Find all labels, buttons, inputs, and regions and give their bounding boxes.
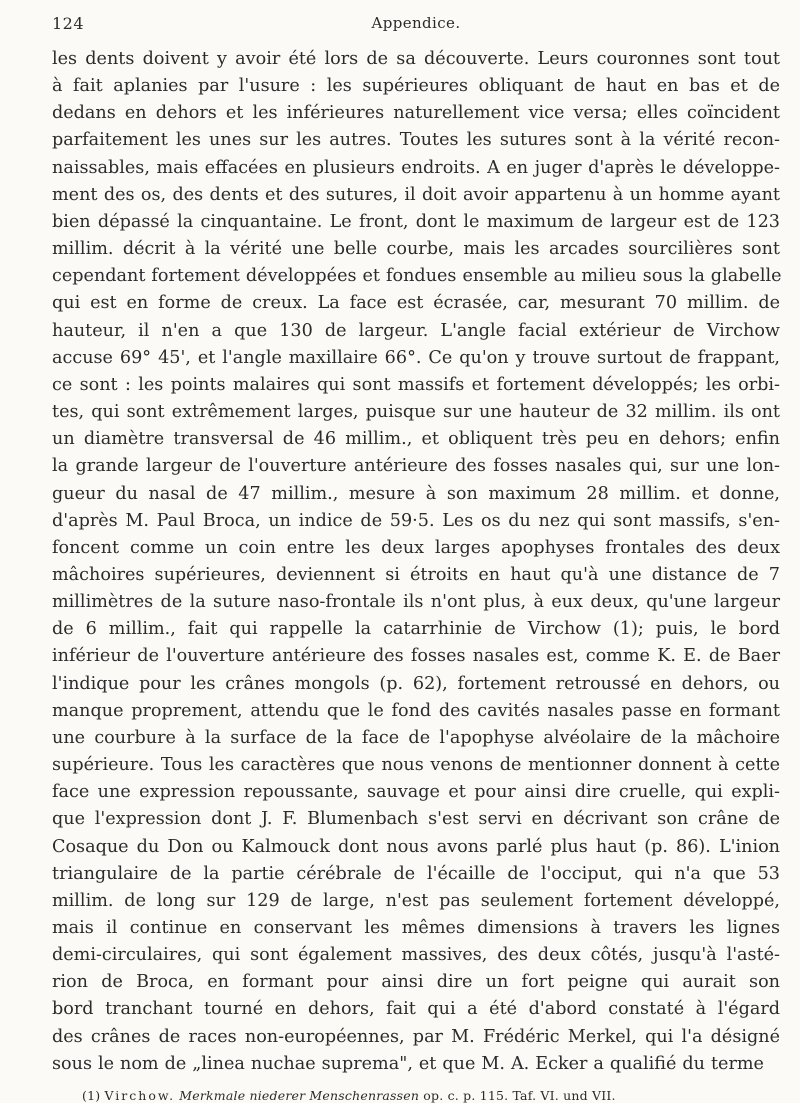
text-line: naissables, mais effacées en plusieurs endroits. A en juger d'après le développe-: [52, 157, 780, 178]
text-line: dedans en dehors et les inférieures naturellement vice versa; elles coïncident: [52, 103, 780, 124]
text-line: bord tranchant tourné en dehors, fait qui a été d'abord constaté à l'égard: [52, 999, 780, 1020]
text-line: une courbure à la surface de la face de l'apophyse alvéolaire de la mâchoire: [52, 727, 780, 748]
text-line: manque proprement, attendu que le fond des cavités nasales passe en formant: [52, 700, 780, 721]
text-line: à fait aplanies par l'usure : les supérieures obliquant de haut en bas et de: [52, 76, 780, 97]
text-line: triangulaire de la partie cérébrale de l'écaille de l'occiput, qui n'a que 53: [52, 863, 780, 884]
text-line: qui est en forme de creux. La face est écrasée, car, mesurant 70 millim. de: [52, 293, 780, 314]
text-line: les dents doivent y avoir été lors de sa découverte. Leurs couronnes sont tout: [52, 49, 780, 69]
text-line: bien dépassé la cinquantaine. Le front, dont le maximum de largeur est de 123: [52, 211, 780, 232]
text-line: demi-circulaires, qui sont également massives, des deux côtés, jusqu'à l'asté-: [52, 945, 780, 966]
text-line: millimètres de la suture naso-frontale ils n'ont plus, à eux deux, qu'une largeur: [52, 592, 780, 613]
text-line: millim. de long sur 129 de large, n'est pas seulement fortement développé,: [52, 890, 780, 911]
book-page: [52, 14, 780, 1103]
text-line: que l'expression dont J. F. Blumenbach s'est servi en décrivant son crâne de: [52, 809, 780, 830]
text-line: gueur du nasal de 47 millim., mesure à son maximum 28 millim. et donne,: [52, 483, 780, 504]
page-number: 124: [52, 14, 85, 33]
text-line: sous le nom de „linea nuchae suprema", et que M. A. Ecker a qualifié du terme: [52, 1053, 764, 1074]
text-line: ment des os, des dents et des sutures, il doit avoir appartenu à un homme ayant: [52, 184, 780, 205]
text-line: la grande largeur de l'ouverture antérieure des fosses nasales qui, sur une lon-: [52, 456, 780, 477]
text-line: ce sont : les points malaires qui sont massifs et fortement développés; les orbi-: [52, 374, 780, 395]
text-line: hauteur, il n'en a que 130 de largeur. L'angle facial extérieur de Virchow: [52, 320, 780, 341]
text-line: face une expression repoussante, sauvage et pour ainsi dire cruelle, qui expli-: [52, 782, 780, 803]
text-line: Cosaque du Don ou Kalmouck dont nous avons parlé plus haut (p. 86). L'inion: [52, 836, 780, 857]
text-line: inférieur de l'ouverture antérieure des fosses nasales est, comme K. E. de Baer: [52, 646, 780, 667]
text-line: rion de Broca, en formant pour ainsi dire un fort peigne qui aurait son: [52, 972, 780, 993]
footnote-title: Merkmale niederer Menschenrassen: [179, 1087, 420, 1103]
text-line: d'après M. Paul Broca, un indice de 59·5. Les os du nez qui sont massifs, s'en-: [52, 510, 780, 531]
footnote-author: Virchow.: [104, 1087, 176, 1103]
text-line: tes, qui sont extrêmement larges, puisque sur une hauteur de 32 millim. ils ont: [52, 402, 780, 423]
page-header: [52, 14, 780, 46]
footnote: [52, 1088, 780, 1103]
text-line: supérieure. Tous les caractères que nous venons de mentionner donnent à cette: [52, 755, 780, 776]
text-line: de 6 millim., fait qui rappelle la catarrhinie de Virchow (1); puis, le bord: [52, 619, 780, 640]
text-line: mâchoires supérieures, deviennent si étroits en haut qu'à une distance de 7: [52, 564, 780, 585]
text-line: cependant fortement développées et fondues ensemble au milieu sous la glabelle: [52, 266, 782, 287]
text-line: parfaitement les unes sur les autres. Toutes les sutures sont à la vérité recon-: [52, 130, 780, 151]
text-line: foncent comme un coin entre les deux larges apophyses frontales des deux: [52, 537, 780, 558]
footnote-marker: (1): [82, 1087, 101, 1103]
text-line: mais il continue en conservant les mêmes dimensions à travers les lignes: [52, 918, 780, 938]
text-line: millim. décrit à la vérité une belle courbe, mais les arcades sourcilières sont: [52, 239, 780, 260]
body-paragraph: [52, 46, 780, 1078]
running-title: Appendice.: [371, 14, 461, 32]
text-line: accuse 69° 45', et l'angle maxillaire 66°. Ce qu'on y trouve surtout de frappant,: [52, 347, 780, 368]
text-line: des crânes de races non-européennes, par M. Frédéric Merkel, qui l'a désigné: [52, 1026, 780, 1047]
text-line: un diamètre transversal de 46 millim., et obliquent très peu en dehors; enfin: [52, 429, 780, 450]
text-line: l'indique pour les crânes mongols (p. 62), fortement retroussé en dehors, ou: [52, 673, 780, 694]
footnote-reference: op. c. p. 115. Taf. VI. und VII.: [423, 1087, 616, 1103]
